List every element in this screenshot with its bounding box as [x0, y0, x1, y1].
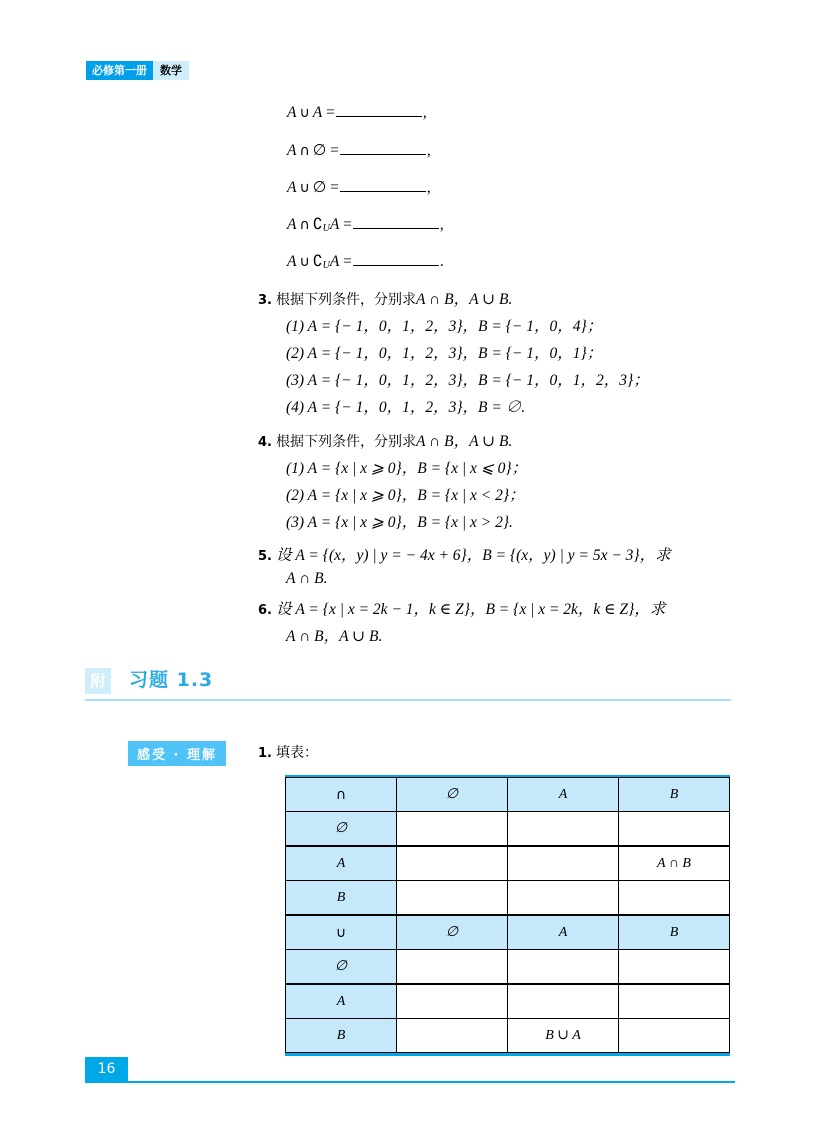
section-heading: [85, 668, 731, 702]
item-1-stem: [258, 742, 318, 762]
eq4-rhs-var: A: [329, 216, 340, 233]
problem-4-stem-cn: 根据下列条件，分别求: [275, 434, 416, 450]
problem-5-number: 5.: [258, 549, 272, 564]
row-label-B: B: [286, 881, 397, 916]
table-row: [286, 984, 730, 1019]
eq1-lhs-right: A: [312, 104, 323, 121]
table-cell[interactable]: [508, 950, 619, 985]
eq2-equals: =: [330, 142, 339, 159]
problem-3-number: 3.: [258, 293, 272, 308]
problem-3-item-4: (4) A = {− 1，0，1，2，3}，B = ∅.: [286, 399, 526, 416]
category-badge-understanding: 感受 · 理解: [128, 741, 226, 766]
table-header-empty-set: ∅: [397, 915, 508, 950]
table-cell[interactable]: [397, 984, 508, 1019]
table-cell[interactable]: [508, 984, 619, 1019]
problem-4-stem: [258, 429, 512, 451]
appendix-badge: 附: [85, 668, 111, 694]
table-cell[interactable]: [619, 1019, 730, 1053]
eq3-lhs-left: A: [287, 179, 297, 196]
header-subject-label: 数学: [153, 61, 189, 80]
table-header-A: A: [508, 778, 619, 812]
table-header-intersection-op: ∩: [286, 778, 397, 812]
row-label-A: A: [286, 846, 397, 881]
table-cell[interactable]: [397, 812, 508, 847]
table-header-union-op: ∪: [286, 915, 397, 950]
problem-6-number: 6.: [258, 603, 272, 618]
problem-4-item-2: (2) A = {x | x ⩾ 0}，B = {x | x < 2}；: [286, 487, 525, 504]
eq4-tail: ,: [439, 216, 444, 233]
problem-4-stem-math: A ∩ B，A ∪ B.: [415, 433, 513, 450]
eq5-equals: =: [343, 253, 352, 270]
problem-3-item-1: (1) A = {− 1，0，1，2，3}，B = {− 1，0，4}；: [286, 318, 603, 335]
problem-5-line-2: A ∩ B.: [286, 570, 328, 587]
complement-icon: ∁: [312, 252, 323, 270]
problem-6-body-1: 设 A = {x | x = 2k − 1，k ∈ Z}，B = {x | x = 2k，k ∈ Z}，求: [275, 601, 666, 618]
eq5-universe-subscript: U: [322, 260, 330, 271]
eq1-answer-blank[interactable]: [336, 116, 422, 117]
table-cell[interactable]: [619, 950, 730, 985]
problem-3-item-2: (2) A = {− 1，0，1，2，3}，B = {− 1，0，1}；: [286, 345, 603, 362]
table-row: [286, 846, 730, 881]
complement-icon: ∁: [312, 215, 323, 233]
table-row: [286, 881, 730, 916]
fill-equation-4: [287, 215, 444, 234]
row-label-A: A: [286, 984, 397, 1019]
problem-5-body-1: 设 A = {(x，y) | y = − 4x + 6}，B = {(x，y) | y = 5x − 3}，求: [275, 547, 671, 564]
table-header-empty-set: ∅: [397, 778, 508, 812]
problem-6-line-2: A ∩ B，A ∪ B.: [286, 628, 383, 645]
problem-6-line-1: [258, 597, 665, 619]
union-icon: ∪: [299, 105, 310, 121]
eq5-rhs-var: A: [329, 253, 340, 270]
eq5-lhs-left: A: [287, 253, 297, 270]
table-header-A: A: [508, 915, 619, 950]
eq2-tail: ,: [426, 142, 431, 159]
row-label-B: B: [286, 1019, 397, 1053]
intersection-icon: ∩: [299, 143, 310, 159]
eq5-answer-blank[interactable]: [353, 265, 439, 266]
table-row: [286, 1019, 730, 1053]
eq4-lhs-left: A: [287, 216, 297, 233]
eq4-universe-subscript: U: [322, 223, 330, 234]
table-cell[interactable]: [508, 846, 619, 881]
eq3-tail: ,: [426, 179, 431, 196]
problem-4-number: 4.: [258, 435, 272, 450]
table-cell-filled[interactable]: A ∩ B: [619, 846, 730, 881]
fill-equation-2: [287, 141, 431, 160]
fill-table: [285, 777, 730, 1053]
problem-3-stem-cn: 根据下列条件，分别求: [275, 292, 416, 308]
intersection-icon: ∩: [299, 217, 310, 233]
table-cell[interactable]: [508, 881, 619, 916]
table-cell[interactable]: [397, 881, 508, 916]
eq2-lhs-left: A: [287, 142, 297, 159]
eq2-answer-blank[interactable]: [340, 154, 426, 155]
table-row: [286, 778, 730, 812]
fill-equation-5: [287, 252, 444, 271]
problem-5-line-1: [258, 543, 671, 565]
eq1-tail: ,: [422, 104, 427, 121]
eq4-answer-blank[interactable]: [353, 228, 439, 229]
header-book-label: 必修第一册: [86, 61, 153, 80]
page-footer: [85, 1057, 735, 1083]
running-header: [86, 61, 189, 80]
union-icon: ∪: [299, 180, 310, 196]
page-number-box: [85, 1057, 128, 1081]
eq3-equals: =: [330, 179, 339, 196]
item-1-number: 1.: [258, 746, 272, 761]
eq1-equals: =: [326, 104, 335, 121]
fill-table-wrapper: [285, 775, 730, 1056]
eq5-tail: .: [439, 253, 444, 270]
problem-4-item-1: (1) A = {x | x ⩾ 0}，B = {x | x ⩽ 0}；: [286, 460, 528, 477]
fill-equation-3: [287, 178, 431, 197]
eq4-equals: =: [343, 216, 352, 233]
footer-divider: [85, 1081, 735, 1083]
item-1-text: 填表：: [275, 745, 318, 761]
table-cell-filled[interactable]: B ∪ A: [508, 1019, 619, 1053]
table-cell[interactable]: [619, 881, 730, 916]
section-title: 习题 1.3: [129, 669, 214, 691]
table-row: [286, 915, 730, 950]
table-cell[interactable]: [619, 984, 730, 1019]
row-label-empty-set: ∅: [286, 812, 397, 847]
table-cell[interactable]: [508, 812, 619, 847]
table-cell[interactable]: [397, 846, 508, 881]
table-header-B: B: [619, 778, 730, 812]
problem-4-item-3: (3) A = {x | x ⩾ 0}，B = {x | x > 2}.: [286, 514, 513, 531]
problem-3-stem-math: A ∩ B，A ∪ B.: [415, 291, 513, 308]
problem-3-item-3: (3) A = {− 1，0，1，2，3}，B = {− 1，0，1，2，3}；: [286, 372, 649, 389]
union-icon: ∪: [299, 254, 310, 270]
eq2-lhs-right: ∅: [312, 142, 327, 159]
table-cell[interactable]: [397, 1019, 508, 1053]
table-cell[interactable]: [397, 950, 508, 985]
fill-equation-1: [287, 104, 427, 122]
table-bottom-rule: [285, 1053, 730, 1055]
section-divider: [85, 699, 731, 701]
eq3-answer-blank[interactable]: [340, 191, 426, 192]
eq1-lhs-left: A: [287, 104, 297, 121]
table-header-B: B: [619, 915, 730, 950]
row-label-empty-set: ∅: [286, 950, 397, 985]
problem-3-stem: [258, 287, 512, 309]
table-cell[interactable]: [619, 812, 730, 847]
table-row: [286, 950, 730, 985]
table-row: [286, 812, 730, 847]
eq3-lhs-right: ∅: [312, 179, 327, 196]
page-number: 16: [97, 1061, 116, 1077]
